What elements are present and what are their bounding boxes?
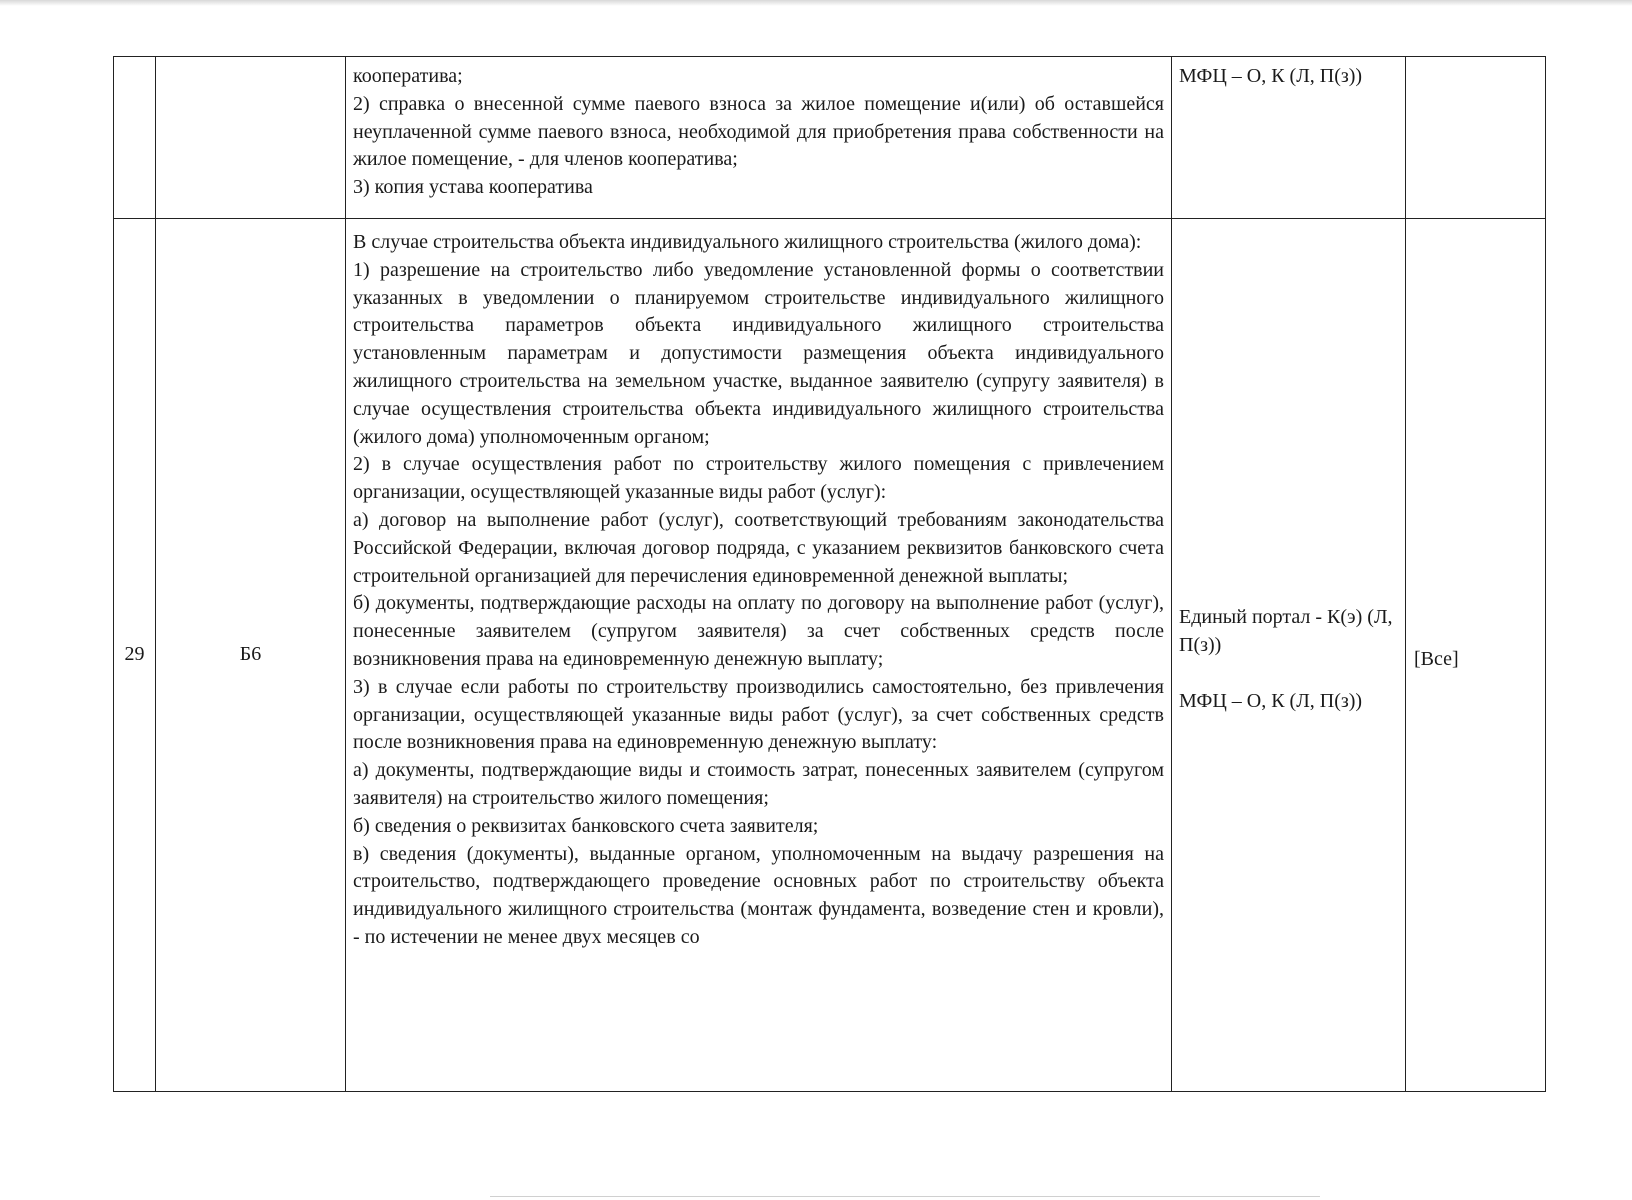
document-paragraph: В случае строительства объекта индивидуального жилищного строительства (жилого дома): xyxy=(353,231,1142,253)
channel-text: МФЦ – О, К (Л, П(з)) xyxy=(1179,689,1363,712)
scan-line-bottom xyxy=(490,1196,1320,1197)
table-row xyxy=(114,57,1546,219)
document-paragraph: а) документы, подтверждающие виды и стоимость затрат, понесенных заявителем (супругом заявителя) на строительство жилого помещения; xyxy=(353,759,1164,809)
document-paragraph: 2) справка о внесенной сумме паевого взноса за жилое помещение и(или) об оставшейся неуплаченной сумме паевого взноса, необходимой для приобретения права собственности на жилое помещение, - для членов кооператива; xyxy=(353,92,1164,171)
row-number: 29 xyxy=(124,643,145,666)
table-row xyxy=(114,219,1546,1092)
category-text: [Все] xyxy=(1414,648,1459,671)
channel-text: Единый портал - К(э) (Л, П(з)) xyxy=(1179,606,1393,657)
documents-cell xyxy=(346,219,1172,1092)
row-code-cell xyxy=(156,219,346,1092)
channels-cell xyxy=(1172,219,1406,1092)
document-paragraph: в) сведения (документы), выданные органом, уполномоченным на выдачу разрешения на строительство, подтверждающего проведение основных работ по строительству объекта индивидуального жилищного строительства (монтаж фундамента, возведение стен и кровли), - по истечении не менее двух месяцев со xyxy=(353,842,1164,948)
document-paragraph: кооператива; xyxy=(353,65,463,87)
document-paragraph: 3) копия устава кооператива xyxy=(353,176,593,199)
documents-cell xyxy=(346,57,1172,219)
row-code-cell xyxy=(156,57,346,219)
document-paragraph: а) договор на выполнение работ (услуг), соответствующий требованиям законодательства Российской Федерации, включая договор подряда, с указанием реквизитов банковского счета строительной организацией для перечисления единовременной денежной выплаты; xyxy=(353,508,1164,587)
document-paragraph: 2) в случае осуществления работ по строительству жилого помещения с привлечением организации, осуществляющей указанные виды работ (услуг): xyxy=(353,453,1164,504)
document-paragraph: 1) разрешение на строительство либо уведомление установленной формы о соответствии указанных в уведомлении о планируемом строительстве индивидуального жилищного строительства параметров объекта индивидуального жилищного строительства установленным параметрам и допустимости размещения объекта индивидуального жилищного строительства на земельном участке, выданное заявителю (супругу заявителя) в случае осуществления строительства объекта индивидуального жилищного строительства (жилого дома) уполномоченным органом; xyxy=(353,258,1164,448)
channel-text: МФЦ – О, К (Л, П(з)) xyxy=(1179,65,1363,87)
row-number-cell xyxy=(114,57,156,219)
row-code: Б6 xyxy=(239,643,262,666)
row-number-cell xyxy=(114,219,156,1092)
document-table xyxy=(113,56,1546,1092)
category-cell xyxy=(1406,219,1546,1092)
document-paragraph: б) документы, подтверждающие расходы на оплату по договору на выполнение работ (услуг), понесенные заявителем (супругом заявителя) за счет собственных средств после возникновения права на единовременную денежную выплату; xyxy=(353,592,1164,670)
scan-edge-top xyxy=(0,0,1632,6)
document-paragraph: б) сведения о реквизитах банковского счета заявителя; xyxy=(353,814,819,837)
document-paragraph: 3) в случае если работы по строительству производились самостоятельно, без привлечения организации, осуществляющей указанные виды работ (услуг), за счет собственных средств после возникновения права на единовременную денежную выплату: xyxy=(353,675,1164,754)
channels-cell xyxy=(1172,57,1406,219)
channel-spacer xyxy=(1179,660,1398,688)
category-cell xyxy=(1406,57,1546,219)
